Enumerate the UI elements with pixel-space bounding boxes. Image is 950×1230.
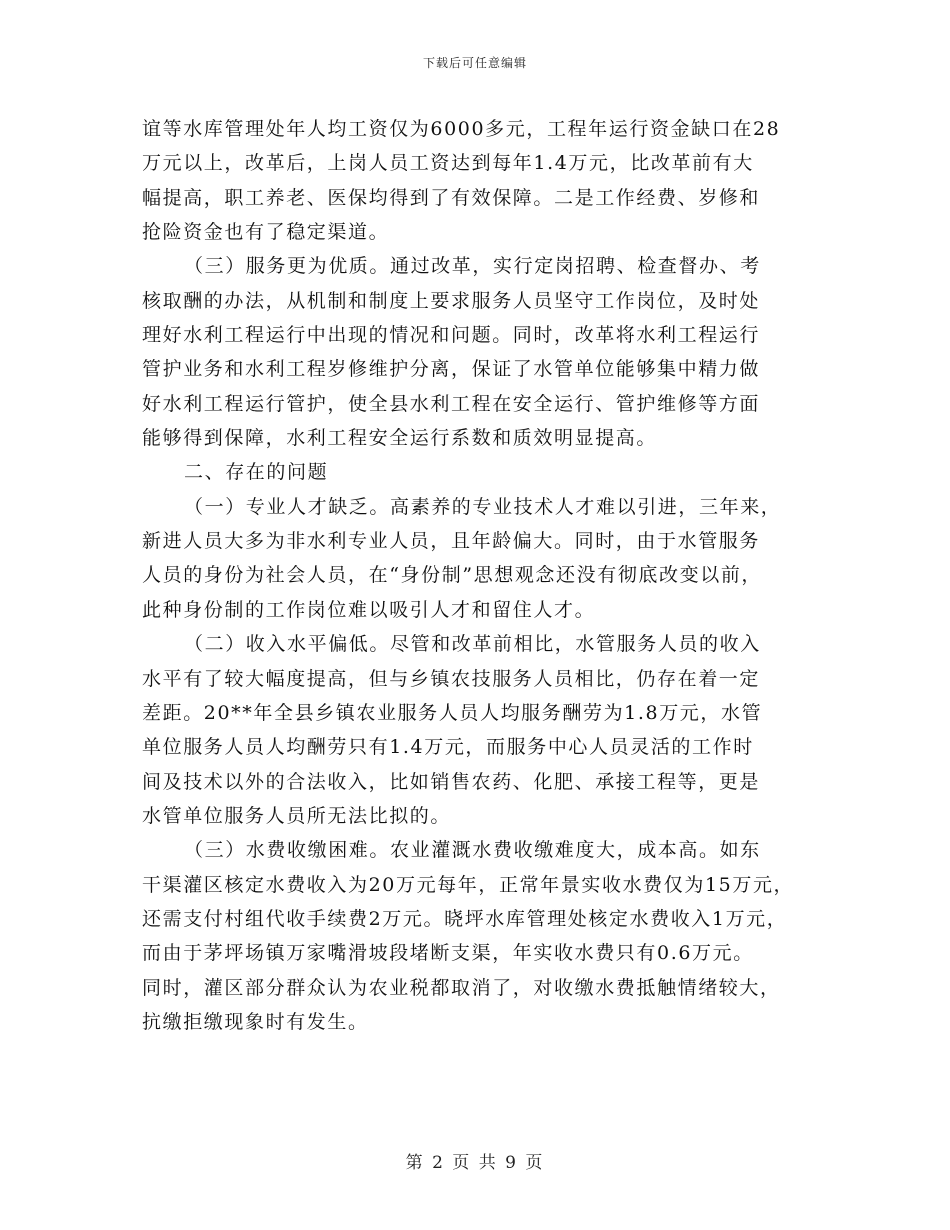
text-line: （三）水费收缴困难。农业灌溉水费收缴难度大，成本高。如东	[184, 839, 761, 862]
text-line: 差距。20**年全县乡镇农业服务人员人均服务酬劳为1.8万元，水管	[142, 701, 763, 724]
document-body	[142, 112, 822, 1039]
text-line: （二）收入水平偏低。尽管和改革前相比，水管服务人员的收入	[184, 633, 761, 656]
text-line: 还需支付村组代收手续费2万元。晓坪水库管理处核定水费收入1万元，	[142, 907, 788, 930]
text-line: 此种身份制的工作岗位难以吸引人才和留住人才。	[142, 598, 596, 621]
text-line: 同时，灌区部分群众认为农业税都取消了，对收缴水费抵触情绪较大，	[142, 976, 781, 999]
text-line: 二、存在的问题	[184, 461, 329, 484]
text-line: 抢险资金也有了稳定渠道。	[142, 221, 390, 244]
text-line: 好水利工程运行管护，使全县水利工程在安全运行、管护维修等方面	[142, 392, 761, 415]
text-line: 幅提高，职工养老、医保均得到了有效保障。二是工作经费、岁修和	[142, 186, 761, 209]
text-line: 理好水利工程运行中出现的情况和问题。同时，改革将水利工程运行	[142, 324, 761, 347]
page-footer: 第 2 页 共 9 页	[405, 1153, 545, 1173]
text-line: 管护业务和水利工程岁修维护分离，保证了水管单位能够集中精力做	[142, 358, 761, 381]
page-header: 下载后可任意编辑	[422, 56, 527, 70]
text-line: 间及技术以外的合法收入，比如销售农药、化肥、承接工程等，更是	[142, 770, 761, 793]
text-line: 谊等水库管理处年人均工资仅为6000多元，工程年运行资金缺口在28	[142, 118, 781, 140]
text-line: 而由于茅坪场镇万家嘴滑坡段堵断支渠，年实收水费只有0.6万元。	[142, 942, 754, 965]
text-line: 人员的身份为社会人员，在“身份制”思想观念还没有彻底改变以前，	[142, 564, 763, 587]
text-line: 水平有了较大幅度提高，但与乡镇农技服务人员相比，仍存在着一定	[142, 667, 761, 690]
text-line: 能够得到保障，水利工程安全运行系数和质效明显提高。	[142, 427, 658, 450]
text-line: 抗缴拒缴现象时有发生。	[142, 1010, 369, 1033]
text-line: 单位服务人员人均酬劳只有1.4万元，而服务中心人员灵活的工作时	[142, 736, 754, 759]
text-line: 新进人员大多为非水利专业人员，且年龄偏大。同时，由于水管服务	[142, 530, 761, 553]
text-line: 水管单位服务人员所无法比拟的。	[142, 804, 452, 827]
text-line: 万元以上，改革后，上岗人员工资达到每年1.4万元，比改革前有大	[142, 152, 754, 175]
text-line: 干渠灌区核定水费收入为20万元每年，正常年景实收水费仅为15万元，	[142, 873, 795, 896]
text-line: （三）服务更为优质。通过改革，实行定岗招聘、检查督办、考	[184, 255, 761, 278]
text-line: （一）专业人才缺乏。高素养的专业技术人才难以引进，三年来，	[184, 495, 782, 518]
text-line: 核取酬的办法，从机制和制度上要求服务人员坚守工作岗位，及时处	[142, 289, 761, 312]
